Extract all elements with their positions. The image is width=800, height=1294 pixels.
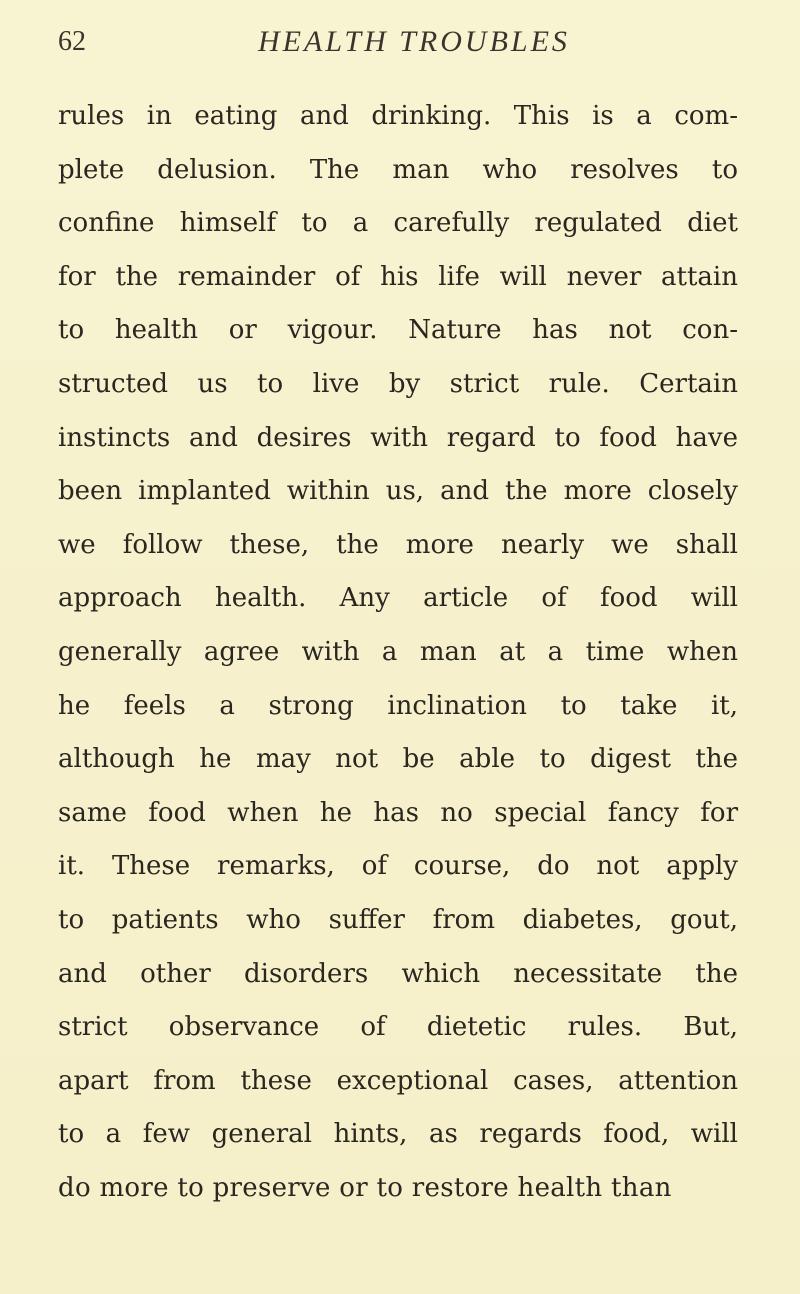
body-text [58, 90, 738, 1215]
text-line: it. These remarks, of course, do not apply [58, 851, 738, 882]
text-line: and other disorders which necessitate the [58, 958, 738, 989]
text-line: to health or vigour. Nature has not con- [58, 315, 738, 346]
running-head [58, 22, 748, 62]
text-line: strict observance of dietetic rules. But, [58, 1012, 738, 1043]
text-line: plete delusion. The man who resolves to [58, 154, 738, 185]
text-line: although he may not be able to digest the [58, 744, 738, 775]
text-line: do more to preserve or to restore health than [58, 1172, 672, 1203]
text-line: approach health. Any article of food will [58, 583, 738, 614]
text-line: he feels a strong inclination to take it, [58, 690, 738, 721]
running-title: HEALTH TROUBLES [258, 25, 570, 58]
text-line: structed us to live by strict rule. Certain [58, 368, 738, 399]
text-line: to a few general hints, as regards food, will [58, 1119, 738, 1150]
text-line: been implanted within us, and the more closely [58, 476, 738, 507]
text-line: same food when he has no special fancy for [58, 797, 738, 828]
text-line: apart from these exceptional cases, attention [58, 1065, 738, 1096]
text-line: confine himself to a carefully regulated diet [58, 208, 738, 239]
text-line: we follow these, the more nearly we shall [58, 529, 738, 560]
text-line: instincts and desires with regard to food have [58, 422, 738, 453]
text-line: rules in eating and drinking. This is a com- [58, 101, 738, 131]
page-number: 62 [58, 26, 86, 57]
text-line: for the remainder of his life will never attain [58, 261, 738, 292]
text-line: generally agree with a man at a time when [58, 636, 738, 667]
text-line: to patients who suffer from diabetes, gout, [58, 904, 738, 935]
